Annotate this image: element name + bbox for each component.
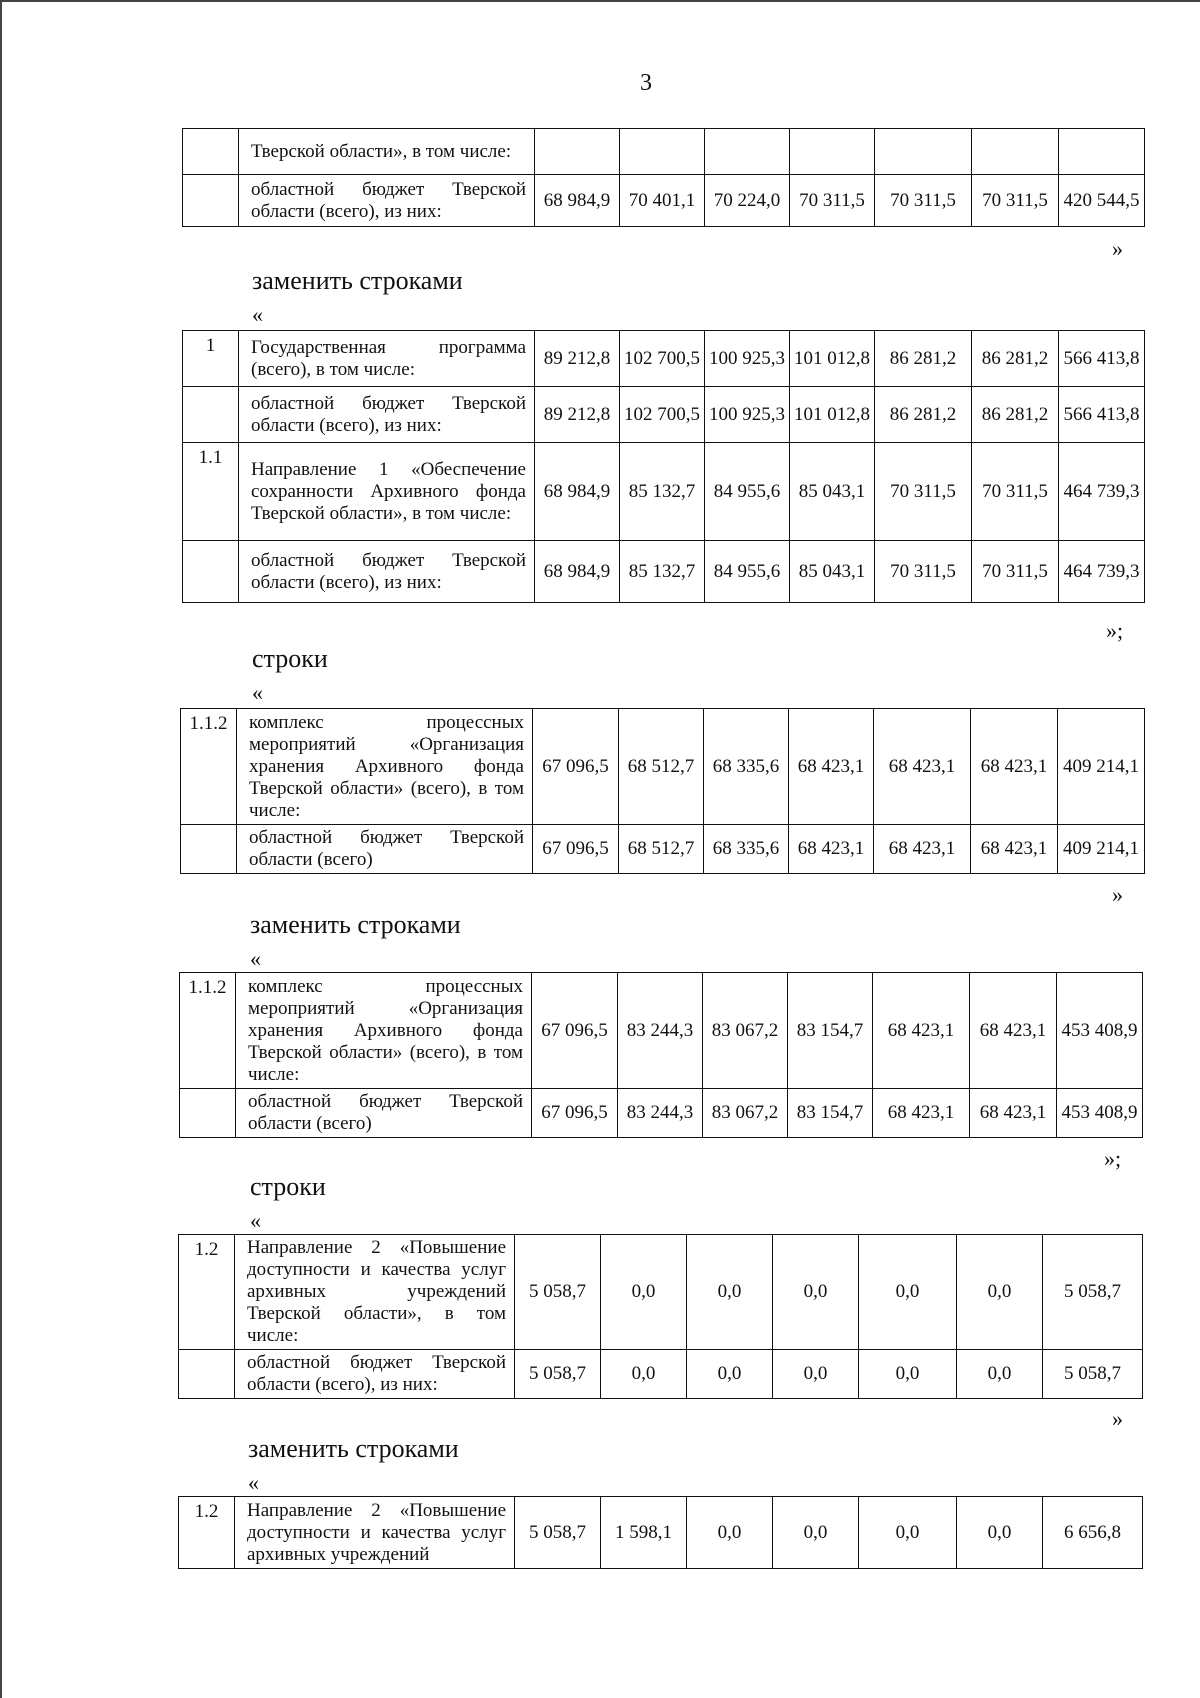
value-cell: 5 058,7	[515, 1497, 601, 1569]
value-cell: 409 214,1	[1058, 709, 1145, 825]
value-cell: 0,0	[957, 1235, 1043, 1350]
value-cell: 68 984,9	[535, 541, 620, 603]
value-cell: 0,0	[957, 1350, 1043, 1399]
value-cell: 83 154,7	[788, 1089, 873, 1138]
row-description-cell: областной бюджет Тверской области (всего), из них:	[239, 175, 535, 227]
value-cell: 68 423,1	[970, 973, 1057, 1089]
value-cell: 0,0	[859, 1235, 957, 1350]
row-description-cell: комплекс процессных мероприятий «Организация хранения Архивного фонда Тверской области» (всего), в том числе:	[237, 709, 533, 825]
value-cell: 70 311,5	[972, 443, 1059, 541]
value-cell: 83 244,3	[618, 973, 703, 1089]
table-replacement-program	[182, 330, 1145, 603]
value-cell: 0,0	[773, 1497, 859, 1569]
value-cell: 566 413,8	[1059, 387, 1145, 443]
value-cell: 68 423,1	[971, 825, 1058, 874]
value-cell: 70 311,5	[972, 541, 1059, 603]
row-description-cell: областной бюджет Тверской области (всего), из них:	[239, 541, 535, 603]
table-replacement-complex	[179, 972, 1143, 1138]
value-cell: 101 012,8	[790, 387, 875, 443]
value-cell: 100 925,3	[705, 387, 790, 443]
value-cell: 68 984,9	[535, 175, 620, 227]
table-continuation	[182, 128, 1145, 227]
value-cell: 68 423,1	[789, 709, 874, 825]
value-cell: 83 154,7	[788, 973, 873, 1089]
heading-replace-rows: заменить строками	[248, 1434, 459, 1463]
value-cell: 0,0	[687, 1350, 773, 1399]
row-number-cell	[183, 387, 239, 443]
close-quote: »	[1112, 236, 1123, 261]
row-number-cell: 1	[183, 331, 239, 387]
close-quote: »	[1112, 882, 1123, 907]
value-cell: 68 423,1	[874, 709, 971, 825]
value-cell: 5 058,7	[1043, 1350, 1143, 1399]
scan-left-edge	[0, 0, 2, 1698]
page-number: 3	[640, 70, 652, 96]
value-cell: 68 423,1	[970, 1089, 1057, 1138]
value-cell: 68 423,1	[971, 709, 1058, 825]
value-cell: 89 212,8	[535, 387, 620, 443]
value-cell: 70 311,5	[875, 175, 972, 227]
value-cell: 102 700,5	[620, 331, 705, 387]
table-row	[179, 1497, 1143, 1569]
table-row	[183, 387, 1145, 443]
row-number-cell	[180, 1089, 236, 1138]
table-row	[181, 825, 1145, 874]
open-quote: «	[248, 1470, 259, 1495]
table-row	[179, 1235, 1143, 1350]
table-row	[183, 443, 1145, 541]
value-cell: 0,0	[859, 1350, 957, 1399]
value-cell: 101 012,8	[790, 331, 875, 387]
value-cell: 83 244,3	[618, 1089, 703, 1138]
heading-rows: строки	[252, 644, 328, 673]
scan-top-edge	[0, 0, 1200, 2]
value-cell: 0,0	[687, 1235, 773, 1350]
row-number-cell	[183, 129, 239, 175]
value-cell: 5 058,7	[1043, 1235, 1143, 1350]
close-quote-semicolon: »;	[1104, 1146, 1122, 1171]
row-description-cell: Тверской области», в том числе:	[239, 129, 535, 175]
table-original-complex	[180, 708, 1145, 874]
heading-replace-rows: заменить строками	[250, 910, 461, 939]
table-row	[180, 973, 1143, 1089]
value-cell: 102 700,5	[620, 387, 705, 443]
value-cell: 83 067,2	[703, 1089, 788, 1138]
value-cell: 5 058,7	[515, 1235, 601, 1350]
value-cell: 420 544,5	[1059, 175, 1145, 227]
row-number-cell: 1.1.2	[180, 973, 236, 1089]
value-cell: 100 925,3	[705, 331, 790, 387]
value-cell	[1059, 129, 1145, 175]
value-cell: 464 739,3	[1059, 443, 1145, 541]
value-cell: 68 423,1	[873, 1089, 970, 1138]
close-quote: »	[1112, 1406, 1123, 1431]
value-cell: 0,0	[601, 1235, 687, 1350]
value-cell: 409 214,1	[1058, 825, 1145, 874]
row-number-cell	[179, 1350, 235, 1399]
row-description-cell: Направление 1 «Обеспечение сохранности Архивного фонда Тверской области», в том числе:	[239, 443, 535, 541]
value-cell: 85 043,1	[790, 541, 875, 603]
value-cell: 453 408,9	[1057, 1089, 1143, 1138]
value-cell: 68 512,7	[619, 825, 704, 874]
value-cell: 67 096,5	[532, 1089, 618, 1138]
row-description-cell: областной бюджет Тверской области (всего), из них:	[235, 1350, 515, 1399]
value-cell: 68 984,9	[535, 443, 620, 541]
value-cell: 68 335,6	[704, 825, 789, 874]
value-cell: 70 311,5	[875, 541, 972, 603]
row-description-cell: Направление 2 «Повышение доступности и качества услуг архивных учреждений Тверской области», в том числе:	[235, 1235, 515, 1350]
table-original-direction-2	[178, 1234, 1143, 1399]
value-cell: 84 955,6	[705, 443, 790, 541]
value-cell: 70 224,0	[705, 175, 790, 227]
value-cell: 86 281,2	[875, 387, 972, 443]
row-description-cell: областной бюджет Тверской области (всего)	[237, 825, 533, 874]
value-cell: 86 281,2	[972, 387, 1059, 443]
heading-rows: строки	[250, 1172, 326, 1201]
row-description-cell: областной бюджет Тверской области (всего)	[236, 1089, 532, 1138]
open-quote: «	[250, 946, 261, 971]
table-replacement-direction-2	[178, 1496, 1143, 1569]
close-quote-semicolon: »;	[1106, 618, 1124, 643]
row-description-cell: комплекс процессных мероприятий «Организация хранения Архивного фонда Тверской области» (всего), в том числе:	[236, 973, 532, 1089]
table-row	[180, 1089, 1143, 1138]
value-cell	[620, 129, 705, 175]
heading-replace-rows: заменить строками	[252, 266, 463, 295]
value-cell: 70 311,5	[972, 175, 1059, 227]
value-cell: 86 281,2	[972, 331, 1059, 387]
value-cell: 464 739,3	[1059, 541, 1145, 603]
value-cell: 566 413,8	[1059, 331, 1145, 387]
open-quote: «	[252, 302, 263, 327]
value-cell: 70 401,1	[620, 175, 705, 227]
row-number-cell: 1.2	[179, 1235, 235, 1350]
row-number-cell	[183, 541, 239, 603]
value-cell: 1 598,1	[601, 1497, 687, 1569]
value-cell	[705, 129, 790, 175]
value-cell: 85 043,1	[790, 443, 875, 541]
value-cell: 68 335,6	[704, 709, 789, 825]
value-cell: 0,0	[859, 1497, 957, 1569]
value-cell: 0,0	[687, 1497, 773, 1569]
value-cell	[790, 129, 875, 175]
row-number-cell: 1.2	[179, 1497, 235, 1569]
row-number-cell	[181, 825, 237, 874]
value-cell: 68 512,7	[619, 709, 704, 825]
value-cell: 67 096,5	[532, 973, 618, 1089]
row-number-cell	[183, 175, 239, 227]
value-cell: 70 311,5	[875, 443, 972, 541]
row-number-cell: 1.1.2	[181, 709, 237, 825]
value-cell: 86 281,2	[875, 331, 972, 387]
value-cell: 0,0	[773, 1350, 859, 1399]
value-cell: 0,0	[957, 1497, 1043, 1569]
table-row	[183, 175, 1145, 227]
value-cell	[875, 129, 972, 175]
value-cell: 85 132,7	[620, 541, 705, 603]
value-cell: 453 408,9	[1057, 973, 1143, 1089]
value-cell: 67 096,5	[533, 825, 619, 874]
value-cell: 6 656,8	[1043, 1497, 1143, 1569]
open-quote: «	[252, 680, 263, 705]
row-description-cell: Направление 2 «Повышение доступности и качества услуг архивных учреждений	[235, 1497, 515, 1569]
table-row	[183, 331, 1145, 387]
row-number-cell: 1.1	[183, 443, 239, 541]
open-quote: «	[250, 1208, 261, 1233]
table-row	[183, 541, 1145, 603]
row-description-cell: Государственная программа (всего), в том числе:	[239, 331, 535, 387]
value-cell: 0,0	[773, 1235, 859, 1350]
table-row	[183, 129, 1145, 175]
table-row	[181, 709, 1145, 825]
value-cell: 68 423,1	[789, 825, 874, 874]
value-cell: 89 212,8	[535, 331, 620, 387]
value-cell	[972, 129, 1059, 175]
value-cell: 68 423,1	[873, 973, 970, 1089]
value-cell	[535, 129, 620, 175]
value-cell: 83 067,2	[703, 973, 788, 1089]
value-cell: 68 423,1	[874, 825, 971, 874]
value-cell: 67 096,5	[533, 709, 619, 825]
value-cell: 5 058,7	[515, 1350, 601, 1399]
value-cell: 85 132,7	[620, 443, 705, 541]
table-row	[179, 1350, 1143, 1399]
value-cell: 0,0	[601, 1350, 687, 1399]
row-description-cell: областной бюджет Тверской области (всего), из них:	[239, 387, 535, 443]
value-cell: 84 955,6	[705, 541, 790, 603]
value-cell: 70 311,5	[790, 175, 875, 227]
